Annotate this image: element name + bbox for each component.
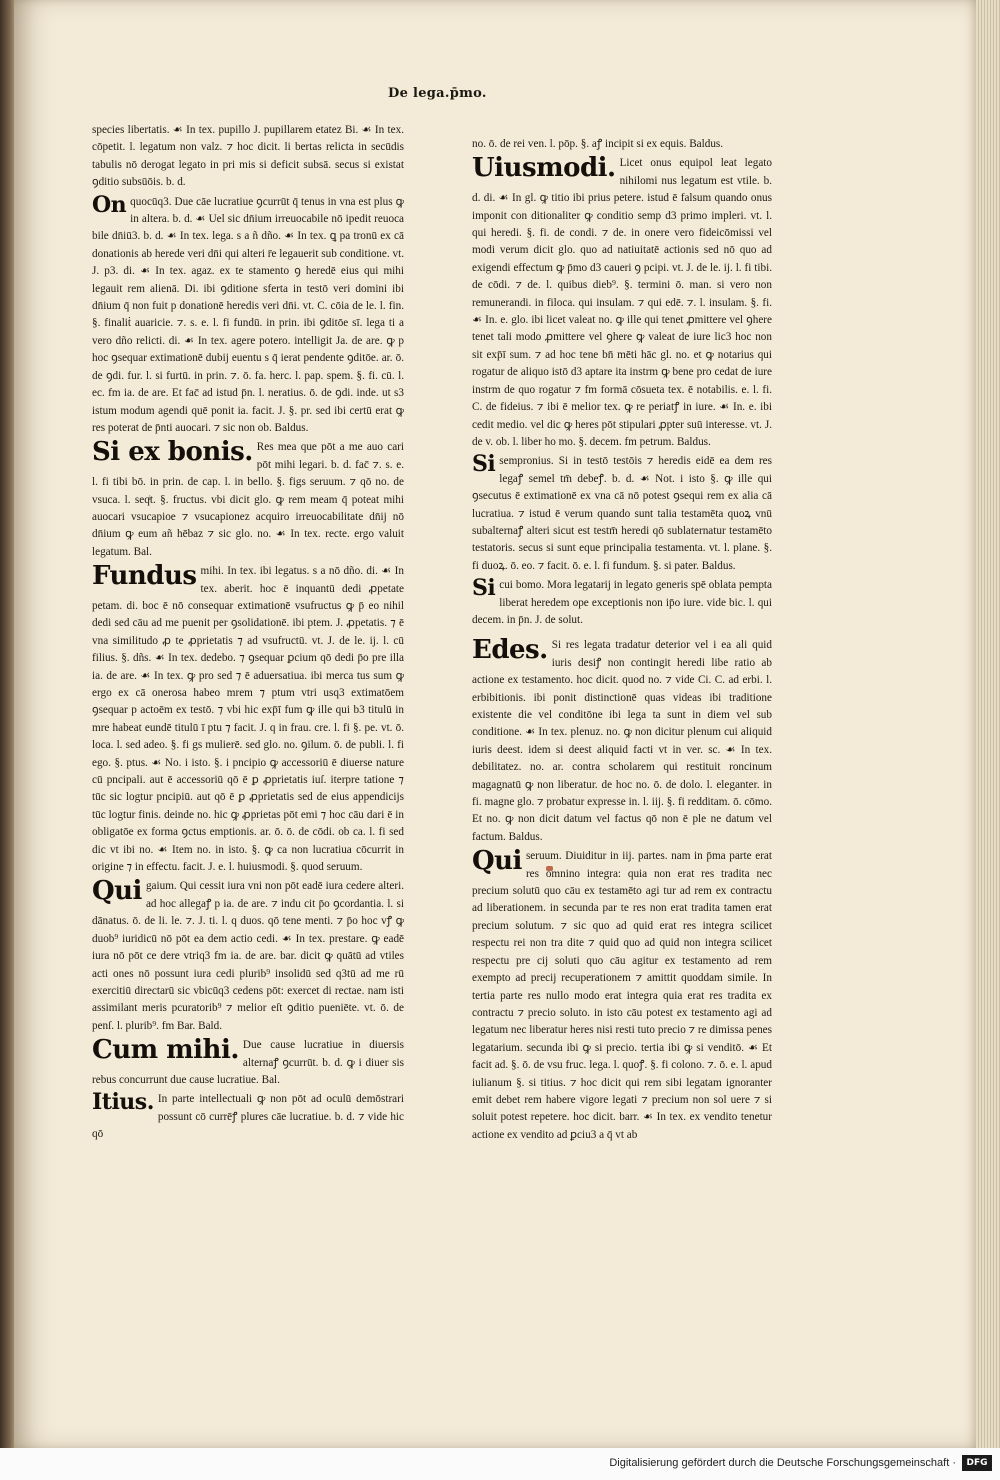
lemma-heading: Si — [472, 453, 496, 478]
right-column — [472, 136, 772, 1144]
page-edges — [976, 0, 1000, 1448]
lemma-heading: Qui — [472, 848, 522, 877]
book-spine — [0, 0, 14, 1448]
gloss-entry — [92, 194, 404, 438]
gloss-entry — [92, 439, 404, 561]
lemma-heading: Fundus — [92, 563, 197, 592]
gloss-text: mihi. In tex. ibi legatus. s a nō dño. di. ☙ In tex. aberit. hoc ē inquantū dedi ꝓpetate petam. di. boc ē nō consequar extimationē vsufructus ꝙ p̄ eo nihil dedi sed cāu ad me puenit per ꝯsolidationē. ibi ptem. J. ꝓpetatis. ⁊ ē vna similitudo ꝓ te ꝓprietatis ⁊ ad vsufructū. vt. J. de le. ij. l. cū filius. §. dñs. ☙ In tex. dedebo. ⁊ ꝯsequar ꝑcium qō dedi p̄o pre illa ia. de are. ☙ In tex. ꝙ pro sed ⁊ ē aduersatiua. ibi merca tus sum ꝙ ergo ex cā onerosa habeo mrem ⁊ ptum vtri usq3 extimatōem ꝯsequar p actoēm ex testō. ⁊ vbi hic exp̄ī fum ꝙ ille qui b3 titulū in mre habeat eundē titulū ī ptu ⁊ facit. J. q in frau. cre. l. fi §. pe. vt. ō. loca. l. sed adeo. §. fi gs mulierē. sed glo. no. ꝯilum. ō. de publi. l. fi ego. §. ptus. ☙ No. i isto. §. i pncipio ꝙ accessoriū ē diuerse nature cū pncipali. aut ē accessoriū qō ē ꝑ ꝓprietatis iuſ. iterpre tatione ⁊ tūc sic logtur pncipiū. aut qō ē ꝑ ꝓprietatis sed de eius appendicijs tūc logtur finis. deinde no. hic ꝙ ꝓprietas pōt emi ⁊ hoc cāu dari ē in obligatōe ex forma ꝯctus emptionis. ar. ō. ō. de cōdi. ob ca. l. fi sed dic vt ibi no. ☙ Item no. in isto. §. ꝙ ca non lucratiua cōcurrit in origine ⁊ in effectu. facit. J. e. l. huiusmodi. §. quod seruum. — [92, 565, 404, 874]
gloss-text: seruum. Diuiditur in iij. partes. nam in p̄ma parte erat res omnino integra: quia non erat res tradita nec precium solutū quo cāu ex testamēto agi tur ad rem ex contractu ad liberationem. in secunda par te res non erat tradita tamen erat precium solutum. ⁊ sic quo ad quid erat res integra scilicet respectu rei non tra dite ⁊ quid quo ad quid non integra scilicet respectu pre cij soluti quo cāu agitur ex testamento ad rem exempto ad precij recuperationem ⁊ amittit quoddam simile. In tertia parte res nullo modo erat integra quia erat res tradita ex contractu ⁊ precio soluto. in isto cāu potest ex testamento agi ad legatum nec liberatur heres nisi resti tuto precio ⁊ re dimissa penes legatarium. secunda ibi ꝙ si precio. tertia ibi ꝙ si venditō. ☙ Et facit ad. §. ō. de vsu fruc. lega. l. quoꝭ. §. fi colono. ⁊. ō. e. l. apud iulianum §. si titius. ⁊ hoc dicit qui rem sibi legatam ignoranter emit debet rem habere vigore legati ⁊ precium non sol uere ⁊ si soluit potest repetere. hoc dicit. barr. ☙ In tex. ex vendito tenetur actione ex vendito ad ꝑciu3 a q̄ vt ab — [472, 850, 772, 1141]
gloss-entry — [472, 155, 772, 451]
lemma-heading: Si — [472, 577, 496, 602]
lemma-heading: Uiusmodi. — [472, 155, 616, 184]
lemma-heading: Si ex bonis. — [92, 439, 253, 468]
lemma-heading: Itius. — [92, 1091, 154, 1116]
dfg-logo: DFG — [962, 1455, 992, 1471]
left-column — [92, 122, 404, 1144]
lemma-heading: Cum mihi. — [92, 1037, 239, 1066]
digitization-credit: Digitalisierung gefördert durch die Deutsche Forschungsgemeinschaft · — [609, 1457, 956, 1469]
gloss-text: In parte intellectuali ꝙ non pōt ad oculū demōstrari possunt cō currēꝭ plures cāe lucratiue. b. d. ⁊ vide hic qō — [92, 1093, 404, 1141]
gloss-text: cui bomo. Mora legatarij in legato generis spē oblata pempta liberat heredem ope exceptionis non ip̄o iure. vide bic. l. qui decem. in p̄n. J. de solut. — [472, 579, 772, 626]
lemma-heading: On — [92, 193, 127, 218]
gloss-text: Licet onus equipol leat legato nihilomi nus legatum est vtile. b. d. di. ☙ In gl. ꝙ titio ibi prius petere. istud ē falsum quando onus imponit con ditionaliter ꝙ conditio semp d3 primo impleri. vt. l. qui heredi. §. fi. de condi. ⁊ de. in onere vero fideicōmissi vel modi verum dicit glo. quo ad natiuitatē actionis sed nō quo ad exigendi effectum ꝙ p̄mo d3 caueri ꝯ pcipi. vt. J. de le. ij. l. fi tibi. de cōdi. ⁊ de. l. quibus dieb⁹. §. termini ō. man. si vero non remunerandi. in filoca. qui insulam. ⁊ qui edē. ⁊. l. insulam. §. fi. ☙ In. e. glo. ibi licet valeat no. ꝙ ille qui tenet ꝓmittere vel ꝯhere tenet tali modo ꝓmittere vel ꝯhere ꝙ valeat de iure lic3 hoc non sit exp̄ī sum. ⁊ ad hoc tene bn̄ mēti hāc gl. no. et ꝙ notarius qui rogatur de aliquo istō d3 aptare ita instrm ꝙ bene pro cedat de iure instrm de quo rogatur ⁊ fm formā cōsueta tex. ē notabilis. e. l. fi. C. de fideius. ⁊ ibi ē melior tex. ꝙ re periatꝭ in iure. ☙ In. e. ibi cedit medio. vel dic ꝙ heres pōt stipulari ꝓpter suū interesse. vt. J. de v. ob. l. liber ho mo. §. decem. fm petrum. Baldus. — [472, 157, 772, 448]
gloss-entry — [472, 453, 772, 575]
gloss-entry — [472, 637, 772, 846]
gloss-text: sempronius. Si in testō testōis ⁊ heredis eidē ea dem res legaꝭ semel tm̄ debeꝭ. b. d. ☙ Not. i isto §. ꝙ ille qui ꝯsecutus ē extimationē ex vna cā nō potest ꝯsequi rem ex alia cā lucratiua. ⁊ istud ē verum quando sunt talia testamēta quoꝝ vnū subalternaꝭ alteri sicut est testm̄ heredi qō sublaternatur testamēto testatoris. secus si sunt eque principalia testamenta. vt. l. plane. §. fi duoꝝ. ō. eo. ⁊ facit. ō. e. l. fi fundum. §. si pater. Baldus. — [472, 455, 772, 572]
gloss-text: Due cause lucratiue in diuersis alternaꝭ ꝯcurrūt. b. d. ꝙ i diuer sis rebus concurrunt due cause lucratiue. Bal. — [92, 1039, 404, 1086]
lemma-heading: Edes. — [472, 637, 548, 666]
gloss-text: Si res legata tradatur deterior vel i ea ali quid iuris desiꝭ non contingit heredi libe ratio ab actione ex testamento. hoc dicit. quod no. ⁊ vide Ci. C. ad erbi. l. erbibitionis. ibi ponit distinctionē quas videas ibi traditione existente die vel conditōne ibi lega ta sunt in diem vel sub conditione. ☙ In tex. plenuz. no. ꝙ non dicitur plenum cui aliquid iuris deest. idem si deest aliquid facti vt in ver. sc. ☙ In tex. debilitatez. no. ar. contra scholarem qui restituit roncinum magagnatū ꝙ non liberatur. de hoc no. ō. de dolo. l. eleganter. in fi. magne glo. ⁊ probatur expresse in. l. iij. §. fi redditam. ō. cōmo. Et no. ꝙ non dicit datum vel factus qō non ē ple ne datum vel factum. Baldus. — [472, 639, 772, 843]
gloss-paragraph: species libertatis. ☙ In tex. pupillo J. pupillarem etatez Bi. ☙ In tex. cōpetit. l. legatum non valz. ⁊ hoc dicit. li bertas relicta in secūdis tabulis nō derogat legato in pri mis si deficit subsā. secus si existat ꝯditio subsūōis. b. d. — [92, 124, 404, 189]
gloss-entry — [472, 577, 772, 629]
section-gap — [472, 629, 772, 635]
gloss-paragraph: no. ō. de rei ven. l. pōp. §. aꝭ incipit si ex equis. Baldus. — [472, 138, 724, 150]
lemma-heading: Qui — [92, 878, 142, 907]
gloss-entry — [92, 1037, 404, 1089]
gloss-text: quocūq3. Due cāe lucratiue ꝯcurrūt q̄ tenus in vna est plus ꝙ in altera. b. d. ☙ Uel sic dn̄ium irreuocabile nō ipedit reuoca bile dn̄iū3. b. d. ☙ In tex. lega. s a ñ dño. ☙ In tex. ꝗ pa tronū ex cā donationis ab herede veri dn̄i qui alteri r̄e legauerit sub conditione. vt. J. p3. di. ☙ In tex. agaz. ex te stamento ꝯ heredē eius qui mihi legauit rem alienā. Di. ibi ꝯditione sferta in testō veri domini ibi dn̄ium q̄ non fuit p donationē heredis veri dn̄i. vt. C. cōia de le. l. fin. §. finaliṫ auaricie. ⁊. s. e. l. fi fundū. in prin. ibi ꝯditōe sī. lega ti a vero dño relicti. di. ☙ In tex. agere potero. intelligit Ja. de are. ꝙ p hoc ꝯsequar extimationē dubij euentu s q̄ ierat pendente ꝯditōe. ar. ō. de ꝯdi. fur. l. si furtū. in prin. ⁊. ō. fa. herc. l. pap. spem. §. fi. cū. l. ec. fm ia. de are. Et fac̄ ad istud p̄n. l. neratius. ō. de ꝯdi. inde. ut s3 istum modum agendi quē ponit ia. facit. J. §. pr. sed ibi certū erat ꝙ res poterat de p̄nti auocari. ⁊ sic non ob. Baldus. — [92, 195, 404, 434]
gloss-entry — [92, 563, 404, 876]
gloss-text: Res mea que pōt a me auo cari pōt mihi legari. b. d. fac̄ ⁊. s. e. l. fi tibi bō. in prin. de cap. l. in bello. §. figs seruum. ⁊ qō no. de vsuca. l. seqͥt. §. fructus. vbi dicit glo. ꝙ rem meam q̄ poteat mihi auocari vsucapioe ⁊ vsucapionez acquiro irreuocabilitate dn̄ij nō dn̄ium ꝙ eum añ hēbaz ⁊ sic glo. no. ☙ In tex. recte. ergo valuit legatum. Bal. — [92, 441, 404, 558]
gloss-entry — [92, 1091, 404, 1143]
footer-bar — [0, 1448, 1000, 1480]
gloss-entry — [92, 878, 404, 1035]
page-header: De lega.p̄mo. — [388, 86, 487, 101]
gloss-text: gaium. Qui cessit iura vni non pōt eadē iura cedere alteri. ad hoc allegaꝭ p ia. de are. ⁊ indu cit p̄o ꝯcordantia. l. si dānatus. ō. de li. le. ⁊. J. ti. l. q duos. qō tene menti. ⁊ p̄o hoc vꝭ ꝙ duob⁹ iuridicū nō pōt ea dem actio cedi. ☙ In tex. prestare. ꝙ eadē iura nō pōt ce dere vtriq3 fm ia. de are. bar. dicit ꝙ quātū ad vtiles acti ones nō possunt iura cedi plurib⁹ insolidū sed q3tū ad me rū exercitiū directarū sic vbicūq3 cedens pōt: exercet di rectae. nam isti assimilant meris pcuratorib⁹ ⁊ melior eſt ꝯditio pueniēte. vt. ō. de penſ. l. plurib⁹. fm Bar. Bald. — [92, 880, 404, 1032]
gloss-entry — [472, 848, 772, 1144]
